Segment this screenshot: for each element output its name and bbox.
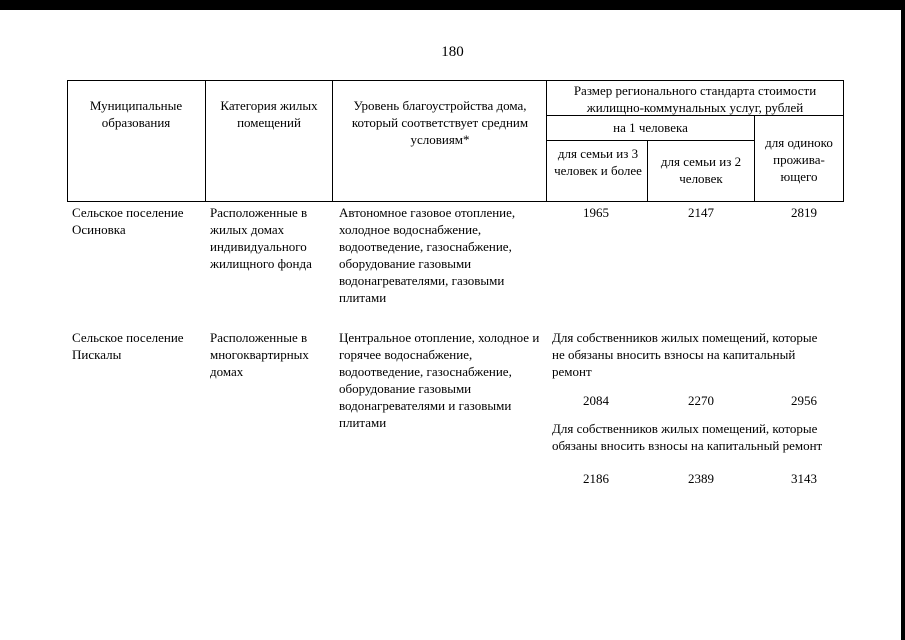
header-standard: Размер регионального стандарта стоимости жилищно-коммунальных услуг, рублей [573, 83, 817, 115]
header-col-divider [546, 80, 547, 202]
header-col-divider [332, 80, 333, 202]
header-municipality: Муниципальные образования [89, 98, 183, 130]
row-2-municipality: Сельское поселение Пискалы [72, 330, 184, 362]
header-divider-per-person [546, 140, 754, 141]
right-border-bar [901, 0, 905, 640]
row-1-value-family3: 1965 [583, 205, 609, 220]
header-col-divider [754, 115, 755, 202]
header-per-person: на 1 человека [613, 120, 688, 135]
row-1-category: Расположенные в жилых домах индивидуального жилищного фонда [210, 205, 312, 271]
header-level: Уровень благоустройства дома, который соответствует средним условиям* [351, 98, 529, 147]
row-2-note-2-value-single: 3143 [791, 471, 817, 486]
header-category: Категория жилых помещений [220, 98, 318, 130]
header-left-border [67, 80, 68, 202]
row-2-level: Центральное отопление, холодное и горячее водоснабжение, водоотведение, газоснабжение, оборудование газовыми водонагревателями и газовыми плитами [339, 330, 540, 430]
header-bottom-border [67, 201, 844, 202]
row-1-value-family2: 2147 [688, 205, 714, 220]
top-border-bar [0, 0, 905, 10]
row-1-level: Автономное газовое отопление, холодное водоснабжение, водоотведение, газоснабжение, оборудование газовыми водонагревателями, газовыми плитами [339, 205, 516, 305]
row-2-note-2-value-family2: 2389 [688, 471, 714, 486]
row-2-note-1: Для собственников жилых помещений, которые не обязаны вносить взносы на капитальный ремонт [552, 330, 818, 379]
header-family3: для семьи из 3 человек и более [554, 146, 642, 178]
row-2-note-1-value-family2: 2270 [688, 393, 714, 408]
row-1-municipality: Сельское поселение Осиновка [72, 205, 184, 237]
row-2-category: Расположенные в многоквартирных домах [210, 330, 309, 379]
header-family2: для семьи из 2 человек [660, 154, 742, 186]
row-1-value-single: 2819 [791, 205, 817, 220]
header-single: для одиноко прожива-ющего [765, 135, 833, 184]
row-2-note-1-value-single: 2956 [791, 393, 817, 408]
row-2-note-2: Для собственников жилых помещений, которые обязаны вносить взносы на капитальный ремонт [552, 421, 823, 453]
row-2-note-1-value-family3: 2084 [583, 393, 609, 408]
page-number: 180 [441, 44, 464, 60]
header-col-divider [205, 80, 206, 202]
table-top-border [67, 80, 844, 81]
header-col-divider [647, 140, 648, 202]
row-2-note-2-value-family3: 2186 [583, 471, 609, 486]
header-right-border [843, 80, 844, 202]
